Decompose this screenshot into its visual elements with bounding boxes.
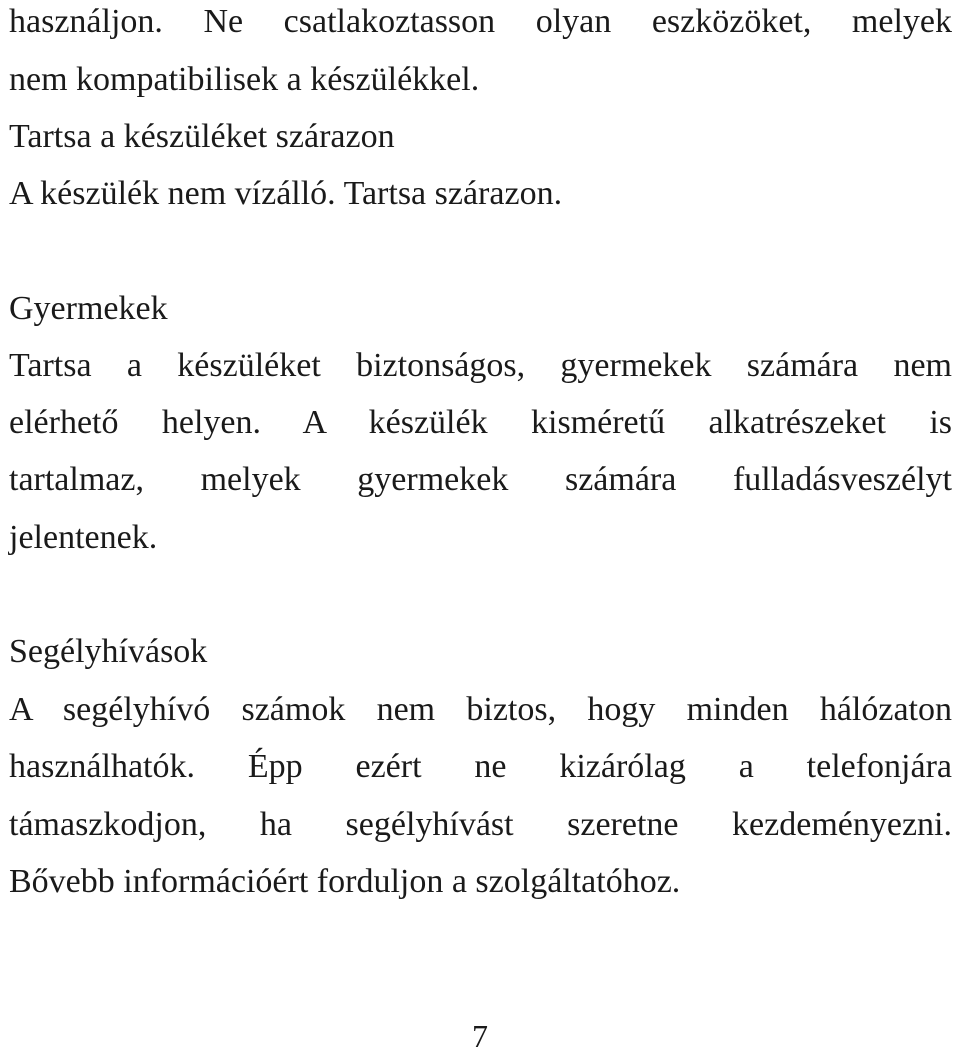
text-line: tartalmaz, melyek gyermekek számára fulladásveszélyt (9, 461, 952, 498)
text-line: támaszkodjon, ha segélyhívást szeretne kezdeményezni. (9, 806, 952, 843)
text-line: használjon. Ne csatlakoztasson olyan eszközöket, melyek (9, 3, 952, 40)
page-number: 7 (472, 1018, 488, 1054)
text-line: A készülék nem vízálló. Tartsa szárazon. (9, 175, 563, 212)
section-heading-children: Gyermekek (9, 290, 168, 327)
text-line: elérhető helyen. A készülék kisméretű alkatrészeket is (9, 404, 952, 441)
text-line: nem kompatibilisek a készülékkel. (9, 61, 480, 98)
text-line: használhatók. Épp ezért ne kizárólag a telefonjára (9, 748, 952, 785)
text-line: A segélyhívó számok nem biztos, hogy minden hálózaton (9, 691, 952, 728)
text-line: Tartsa a készüléket biztonságos, gyermekek számára nem (9, 347, 952, 384)
section-heading-dry: Tartsa a készüléket szárazon (9, 118, 395, 155)
text-line: Bővebb információért forduljon a szolgáltatóhoz. (9, 863, 681, 900)
text-line: jelentenek. (9, 519, 158, 556)
section-heading-emergency: Segélyhívások (9, 633, 208, 670)
